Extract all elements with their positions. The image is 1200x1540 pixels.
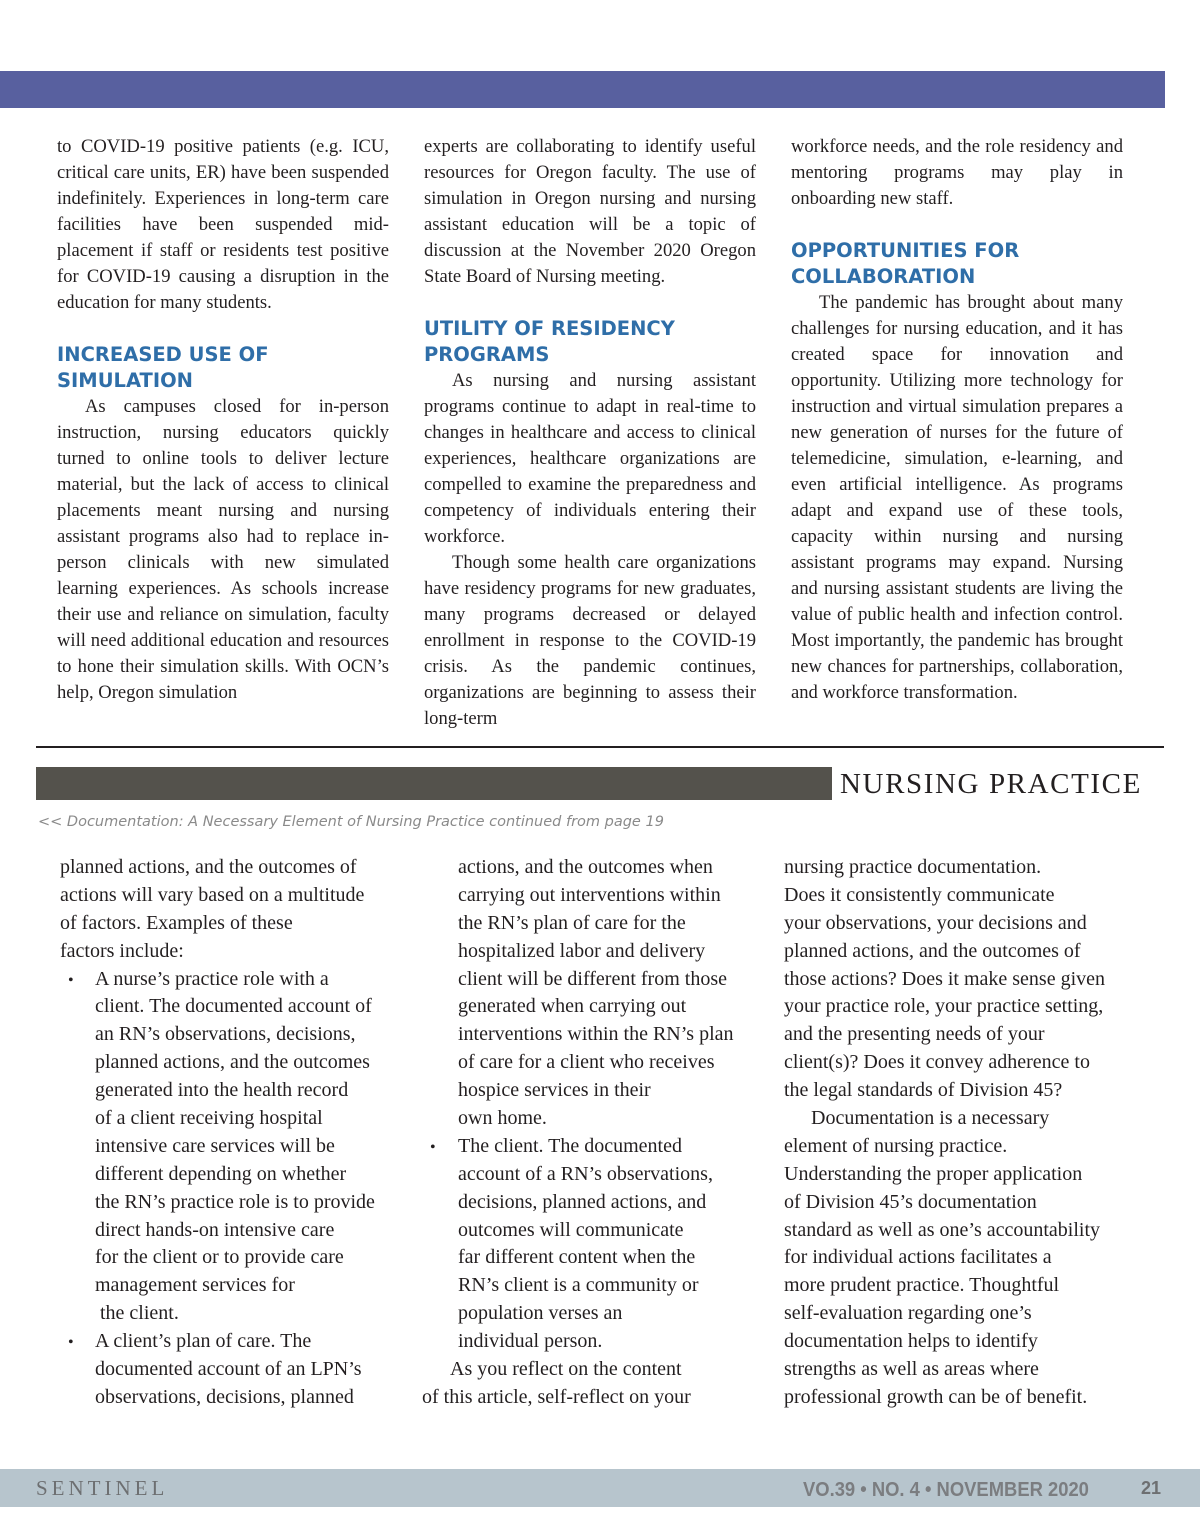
section-title: NURSING PRACTICE [840, 768, 1142, 800]
column-2 [424, 134, 756, 732]
text-line: As you reflect on the content [450, 1358, 682, 1381]
page-footer [0, 1469, 1200, 1507]
continued-note: << Documentation: A Necessary Element of Nursing Practice continued from page 19 [38, 814, 664, 830]
column-2 [422, 854, 767, 1412]
text-line: of factors. Examples of these [60, 911, 293, 934]
paragraph: Though some health care organizations have residency programs for new graduates, many programs decreased or delayed enrollment in response to the COVID-19 crisis. As the pandemic continues, organizations are beginning to assess their long-term [424, 552, 756, 729]
page-number: 21 [1141, 1478, 1162, 1498]
header-color-band [0, 71, 1165, 108]
bullet-icon: • [430, 1138, 436, 1156]
list-item-continued: actions, and the outcomes when carrying out interventions within the RN’s plan of care for the hospitalized labor and delivery client will be different from those generated when carrying out interventions within the RN’s plan of care for a client who receives hospice services in their own home. [458, 856, 734, 1130]
list-item: • The client. The documented account of a RN’s observations, decisions, planned actions, and outcomes will communicate far different content when the RN’s client is a community or population verses an individual person. [430, 1134, 713, 1353]
section-heading: OPPORTUNITIES FOR COLLABORATION [791, 239, 1020, 288]
paragraph: nursing practice documentation. Does it consistently communicate your observations, your decisions and planned actions, and the outcomes of those actions? Does it make sense given your practice role, your practice setting, and the presenting needs of your client(s)? Does it convey adherence to the legal standards of Division 45? [784, 856, 1106, 1102]
column-1 [60, 854, 400, 1412]
section-heading: INCREASED USE OF SIMULATION [57, 343, 269, 392]
column-3 [784, 854, 1164, 1412]
bullet-icon: • [68, 971, 74, 989]
section-heading: UTILITY OF RESIDENCY PROGRAMS [424, 317, 675, 366]
paragraph: Documentation is a necessary element of nursing practice. Understanding the proper application of Division 45’s documentation standard as well as one’s accountability for individual actions facilitates a more prudent practice. Thoughtful self-evaluation regarding one’s documentation helps to identify strengths as well as areas where professional growth can be of benefit. [784, 1107, 1101, 1408]
paragraph: to COVID-19 positive patients (e.g. ICU, critical care units, ER) have been suspended indefinitely. Experiences in long-term care facilities have been suspended mid-placement if staff or residents test positive for COVID-19 causing a disruption in the education for many students. [57, 136, 389, 313]
section-divider [36, 746, 1164, 748]
paragraph: The pandemic has brought about many challenges for nursing education, and it has created space for innovation and opportunity. Utilizing more technology for instruction and virtual simulation prepares a new generation of nurses for the future of telemedicine, simulation, e-learning, and even artificial intelligence. As programs adapt and expand use of these tools, capacity within nursing and nursing assistant programs may expand. Nursing and nursing assistant students are living the value of public health and infection control. Most importantly, the pandemic has brought new chances for partnerships, collaboration, and workforce transformation. [791, 292, 1123, 703]
paragraph: As nursing and nursing assistant programs continue to adapt in real-time to changes in healthcare and access to clinical experiences, healthcare organizations are compelled to examine the preparedness and competency of individuals entering their workforce. [424, 370, 756, 547]
text-line: factors include: [60, 939, 184, 962]
bullet-icon: • [68, 1334, 74, 1352]
list-item: • A client’s plan of care. The documented account of an LPN’s observations, decisions, planned [68, 1330, 362, 1408]
issue-info: VO.39 • NO. 4 • NOVEMBER 2020 [803, 1479, 1089, 1501]
paragraph: experts are collaborating to identify useful resources for Oregon faculty. The use of simulation in Oregon nursing and nursing assistant education will be a topic of discussion at the November 2020 Oregon State Board of Nursing meeting. [424, 136, 756, 287]
section-title-bar [36, 767, 832, 800]
text-line: actions will vary based on a multitude [60, 883, 365, 906]
publication-name: SENTINEL [36, 1476, 169, 1500]
column-3 [791, 134, 1123, 706]
paragraph: As campuses closed for in-person instruction, nursing educators quickly turned to online tools to deliver lecture material, but the lack of access to clinical placements meant nursing and nursing assistant programs also had to replace in-person clinicals with new simulated learning experiences. As schools increase their use and reliance on simulation, faculty will need additional education and resources to hone their simulation skills. With OCN’s help, Oregon simulation [57, 396, 389, 703]
text-line: of this article, self-reflect on your [422, 1385, 691, 1408]
column-1 [57, 134, 389, 706]
text-line: planned actions, and the outcomes of [60, 856, 357, 878]
list-item: • A nurse’s practice role with a client. The documented account of an RN’s observations, decisions, planned actions, and the outcomes generated into the health record of a client receiving hospital intensive care services will be different depending on whether the RN’s practice role is to provide direct hands-on intensive care for the client or to provide care management services for the client. [68, 967, 375, 1325]
paragraph: workforce needs, and the role residency and mentoring programs may play in onboarding new staff. [791, 136, 1123, 209]
